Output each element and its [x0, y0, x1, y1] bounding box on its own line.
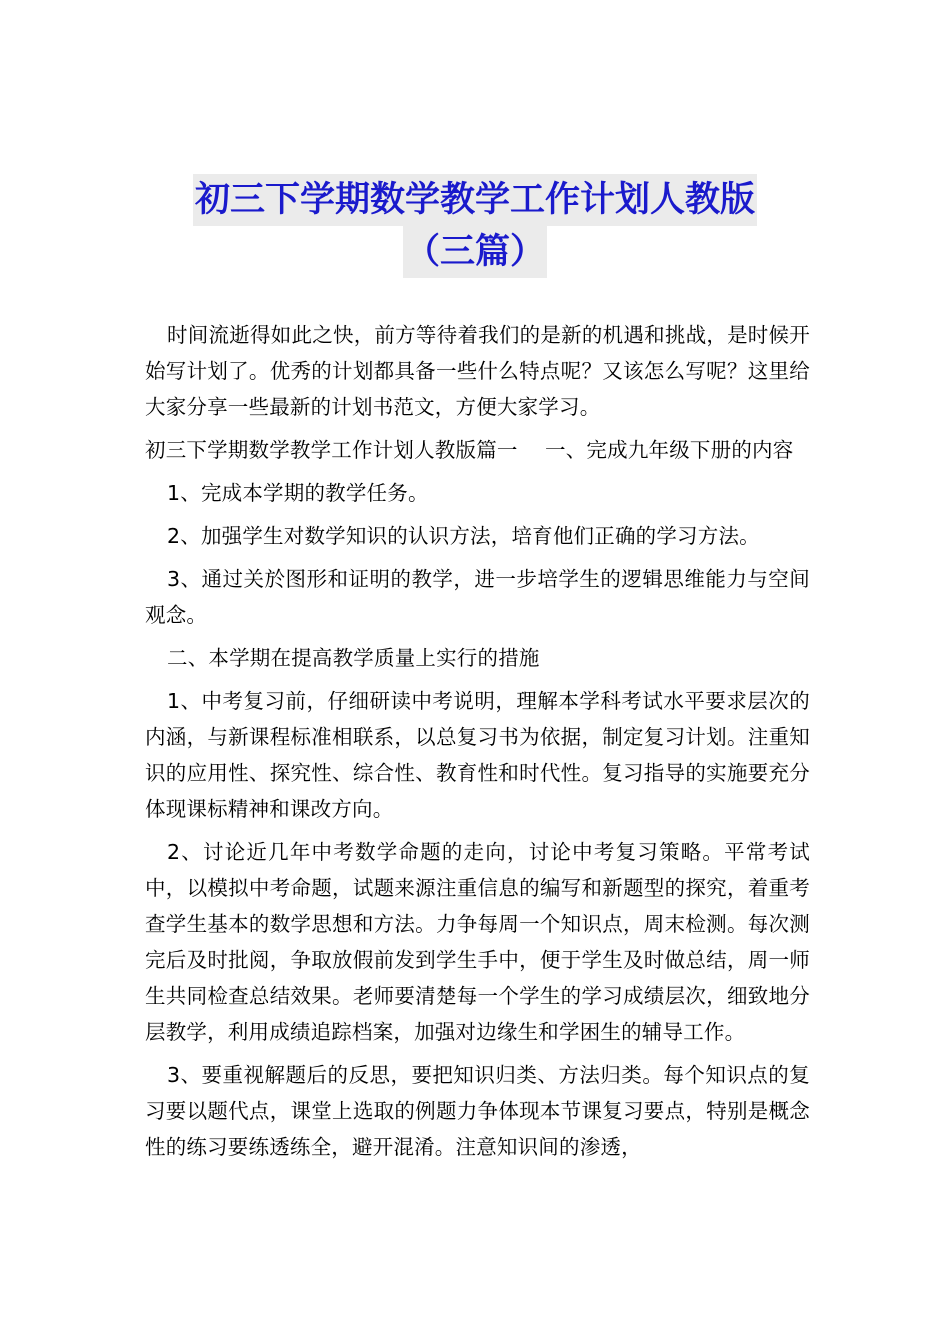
list-item-paragraph: 1、完成本学期的教学任务。 [167, 481, 429, 505]
list-item-paragraph: 2、加强学生对数学知识的认识方法，培育他们正确的学习方法。 [167, 524, 760, 548]
title-line-1: 初三下学期数学教学工作计划人教版 [193, 174, 757, 226]
title-line-2: （三篇） [403, 226, 547, 278]
document-body [145, 317, 810, 1172]
intro-paragraph: 时间流逝得如此之快，前方等待着我们的是新的机遇和挑战，是时候开始写计划了。优秀的计划都具备一些什么特点呢？又该怎么写呢？这里给大家分享一些最新的计划书范文，方便大家学习。 [145, 323, 810, 419]
section-heading-paragraph: 二、本学期在提高教学质量上实行的措施 [167, 646, 540, 670]
list-item-paragraph: 2、讨论近几年中考数学命题的走向，讨论中考复习策略。平常考试中，以模拟中考命题，试题来源注重信息的编写和新题型的探究，着重考查学生基本的数学思想和方法。力争每周一个知识点，周末检测。每次测完后及时批阅，争取放假前发到学生手中，便于学生及时做总结，周一师生共同检查总结效果。老师要清楚每一个学生的学习成绩层次，细致地分层教学，利用成绩追踪档案，加强对边缘生和学困生的辅导工作。 [145, 840, 810, 1044]
document-title [120, 174, 830, 278]
list-item-paragraph: 3、通过关於图形和证明的教学，进一步培学生的逻辑思维能力与空间观念。 [145, 567, 810, 627]
list-item-paragraph: 3、要重视解题后的反思，要把知识归类、方法归类。每个知识点的复习要以题代点，课堂上选取的例题力争体现本节课复习要点，特别是概念性的练习要练透练全，避开混淆。注意知识间的渗透， [145, 1063, 810, 1159]
list-item-paragraph: 1、中考复习前，仔细研读中考说明，理解本学科考试水平要求层次的内涵，与新课程标准相联系，以总复习书为依据，制定复习计划。注重知识的应用性、探究性、综合性、教育性和时代性。复习指导的实施要充分体现课标精神和课改方向。 [145, 689, 810, 821]
section-heading-paragraph: 初三下学期数学教学工作计划人教版篇一 一、完成九年级下册的内容 [145, 438, 794, 462]
